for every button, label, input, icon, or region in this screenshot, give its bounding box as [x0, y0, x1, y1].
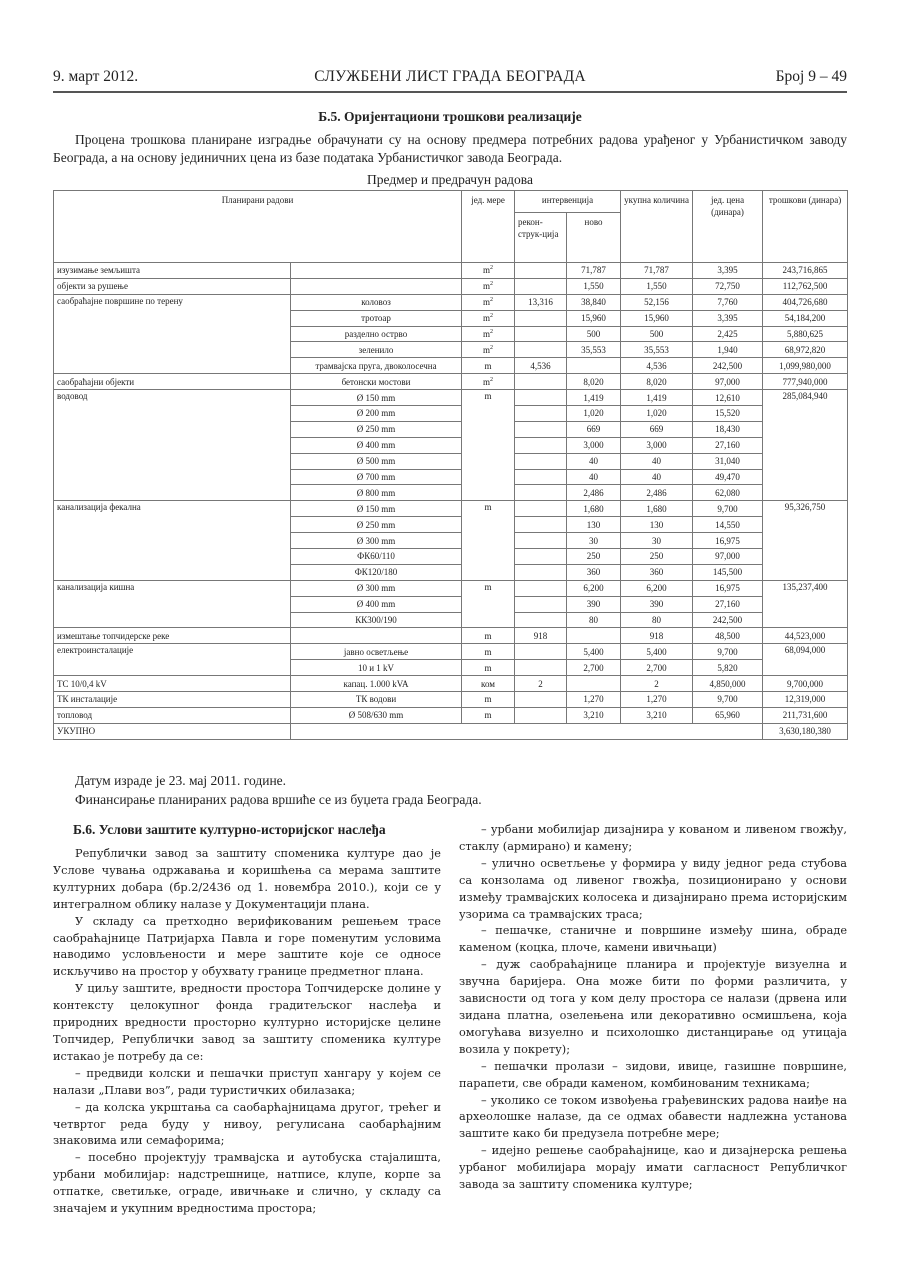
- table-row: [54, 692, 848, 708]
- unit-price-cell: 27,160: [693, 437, 763, 453]
- unit-text: m: [483, 376, 491, 387]
- unit-text: m: [484, 630, 492, 641]
- financing-line: Финансирање планираних радова вршиће се из буџета града Београда.: [75, 792, 482, 807]
- new-cell: 71,787: [567, 263, 621, 279]
- unit-price-cell: 15,520: [693, 406, 763, 422]
- total-qty-cell: 500: [621, 326, 693, 342]
- cost-cell: 777,940,000: [763, 374, 848, 390]
- total-qty-cell: 669: [621, 421, 693, 437]
- work-group-cell: саобраћајни објекти: [54, 374, 291, 390]
- new-cell: 5,400: [567, 644, 621, 660]
- unit-cell: [462, 580, 515, 628]
- section-b6-right-column: [459, 822, 847, 1194]
- reconstruction-cell: [515, 390, 567, 406]
- work-group-cell: објекти за рушење: [54, 278, 291, 294]
- cost-cell: 9,700,000: [763, 676, 848, 692]
- unit-cell: [462, 628, 515, 644]
- unit-price-cell: 49,470: [693, 469, 763, 485]
- reconstruction-cell: [515, 453, 567, 469]
- total-qty-cell: 1,419: [621, 390, 693, 406]
- reconstruction-cell: [515, 707, 567, 723]
- unit-text: m: [484, 581, 492, 592]
- reconstruction-cell: [515, 517, 567, 533]
- work-item-cell: ТК водови: [291, 692, 462, 708]
- unit-price-cell: 3,395: [693, 310, 763, 326]
- table-row: [54, 707, 848, 723]
- work-item-cell: тротоар: [291, 310, 462, 326]
- total-qty-cell: 918: [621, 628, 693, 644]
- work-group-cell: изузимање земљишта: [54, 263, 291, 279]
- unit-cell: [462, 326, 515, 342]
- reconstruction-cell: [515, 437, 567, 453]
- unit-price-cell: 48,500: [693, 628, 763, 644]
- reconstruction-cell: [515, 596, 567, 612]
- work-item-cell: [291, 263, 462, 279]
- paragraph: – урбани мобилијар дизајнира у кованом и ливеном гвожђу, стаклу (армирано) и камену;: [459, 823, 847, 853]
- reconstruction-cell: [515, 533, 567, 549]
- unit-cell: [462, 374, 515, 390]
- unit-price-cell: 145,500: [693, 564, 763, 580]
- work-item-cell: Ø 200 mm: [291, 406, 462, 422]
- new-cell: 40: [567, 453, 621, 469]
- reconstruction-cell: [515, 485, 567, 501]
- paragraph: – пешачке, станичне и површине између шина, обраде каменом (коцка, плоче, камени ивичњаци): [459, 924, 847, 955]
- work-item-cell: ФК60/110: [291, 549, 462, 565]
- table-row: [54, 501, 848, 517]
- new-cell: 38,840: [567, 294, 621, 310]
- unit-text: m: [484, 502, 492, 513]
- work-item-cell: Ø 300 mm: [291, 533, 462, 549]
- header-unit: јед. мере: [462, 191, 515, 263]
- table-row: [54, 644, 848, 660]
- unit-text: m: [483, 329, 491, 339]
- work-item-cell: Ø 508/630 mm: [291, 707, 462, 723]
- unit-cell: [462, 660, 515, 676]
- unit-text: m: [484, 662, 492, 673]
- work-item-cell: Ø 400 mm: [291, 437, 462, 453]
- unit-cell: [462, 390, 515, 501]
- total-qty-cell: 2,700: [621, 660, 693, 676]
- total-qty-cell: 3,000: [621, 437, 693, 453]
- total-qty-cell: 15,960: [621, 310, 693, 326]
- total-qty-cell: 3,210: [621, 707, 693, 723]
- cost-cell: 5,880,625: [763, 326, 848, 342]
- header-date: 9. март 2012.: [53, 68, 139, 85]
- total-qty-cell: 2,486: [621, 485, 693, 501]
- work-item-cell: Ø 800 mm: [291, 485, 462, 501]
- unit-cell: [462, 294, 515, 310]
- cost-cell: 112,762,500: [763, 278, 848, 294]
- total-qty-cell: 4,536: [621, 358, 693, 374]
- reconstruction-cell: [515, 580, 567, 596]
- header-planned-works: Планирани радови: [54, 191, 462, 263]
- unit-price-cell: 72,750: [693, 278, 763, 294]
- unit-price-cell: 12,610: [693, 390, 763, 406]
- reconstruction-cell: [515, 263, 567, 279]
- work-item-cell: Ø 300 mm: [291, 580, 462, 596]
- work-item-cell: Ø 700 mm: [291, 469, 462, 485]
- total-qty-cell: 8,020: [621, 374, 693, 390]
- cost-cell: 285,084,940: [763, 390, 848, 501]
- cost-cell: 44,523,000: [763, 628, 848, 644]
- reconstruction-cell: [515, 342, 567, 358]
- work-item-cell: зеленило: [291, 342, 462, 358]
- work-item-cell: јавно осветљење: [291, 644, 462, 660]
- unit-cell: [462, 358, 515, 374]
- header-issue-page: Број 9 – 49: [775, 68, 847, 85]
- reconstruction-cell: [515, 564, 567, 580]
- reconstruction-cell: [515, 374, 567, 390]
- work-group-cell: саобраћајне површине по терену: [54, 294, 291, 373]
- unit-price-cell: 242,500: [693, 612, 763, 628]
- work-item-cell: Ø 250 mm: [291, 421, 462, 437]
- paragraph: – улично осветљење у формира у виду једног реда стубова са конзолама од ливеног гвожђа, позиционирано у основи између трамвајских колосека и дизајнирано према историјским узорима са трамвајских траса;: [459, 856, 847, 921]
- new-cell: 1,020: [567, 406, 621, 422]
- new-cell: 669: [567, 421, 621, 437]
- header-total-qty: укупна количина: [621, 191, 693, 263]
- work-group-cell: топловод: [54, 707, 291, 723]
- total-qty-cell: 1,550: [621, 278, 693, 294]
- work-group-cell: електроинсталације: [54, 644, 291, 676]
- date-line: Датум израде је 23. мај 2011. године.: [75, 773, 287, 788]
- header-publication: СЛУЖБЕНИ ЛИСТ ГРАДА БЕОГРАДА: [314, 68, 586, 85]
- cost-cell: 135,237,400: [763, 580, 848, 628]
- total-qty-cell: 35,553: [621, 342, 693, 358]
- cost-table: [53, 190, 848, 740]
- new-cell: 1,419: [567, 390, 621, 406]
- unit-price-cell: 3,395: [693, 263, 763, 279]
- unit-price-cell: 97,000: [693, 374, 763, 390]
- unit-cell: [462, 263, 515, 279]
- new-cell: 2,486: [567, 485, 621, 501]
- table-row: [54, 263, 848, 279]
- header-intervention: интервенција: [515, 191, 621, 213]
- unit-superscript: 2: [490, 313, 494, 320]
- work-item-cell: ФК120/180: [291, 564, 462, 580]
- unit-price-cell: 4,850,000: [693, 676, 763, 692]
- unit-text: m: [483, 313, 491, 324]
- paragraph: У складу са претходно верификованим решењем трасе саобраћајнице Патријарха Павла и горе поменутим условима наводимо условљености и мере заштите које се односе искључиво на простор у обухвату границе предметног плана.: [53, 914, 441, 979]
- new-cell: 8,020: [567, 374, 621, 390]
- total-qty-cell: 5,400: [621, 644, 693, 660]
- unit-cell: [462, 676, 515, 692]
- paragraph: – посебно пројектују трамвајска и аутобуска стајалишта, урбани мобилијар: надстрешнице, натписе, клупе, корпе за отпатке, светиљке, ограде, ивичњаке и слично, у складу са значајем и укупним вредностима простора;: [53, 1151, 441, 1216]
- work-item-cell: Ø 150 mm: [291, 501, 462, 517]
- new-cell: [567, 358, 621, 374]
- cost-table-body: [54, 263, 848, 724]
- work-item-cell: 10 и 1 kV: [291, 660, 462, 676]
- table-row: [54, 278, 848, 294]
- unit-superscript: 2: [490, 297, 494, 304]
- unit-price-cell: 18,430: [693, 421, 763, 437]
- new-cell: 1,270: [567, 692, 621, 708]
- work-item-cell: коловоз: [291, 294, 462, 310]
- unit-price-cell: 16,975: [693, 533, 763, 549]
- reconstruction-cell: 13,316: [515, 294, 567, 310]
- total-qty-cell: 1,680: [621, 501, 693, 517]
- unit-price-cell: 2,425: [693, 326, 763, 342]
- reconstruction-cell: 4,536: [515, 358, 567, 374]
- unit-text: m: [483, 297, 491, 308]
- unit-text: m: [483, 265, 491, 276]
- work-item-cell: Ø 150 mm: [291, 390, 462, 406]
- section-b5-title: Б.5. Оријентациони трошкови реализације: [318, 109, 582, 124]
- unit-price-cell: 65,960: [693, 707, 763, 723]
- work-item-cell: КК300/190: [291, 612, 462, 628]
- total-qty-cell: 250: [621, 549, 693, 565]
- unit-text: m: [483, 344, 491, 355]
- reconstruction-cell: [515, 310, 567, 326]
- unit-cell: [462, 278, 515, 294]
- unit-price-cell: 242,500: [693, 358, 763, 374]
- work-group-cell: водовод: [54, 390, 291, 501]
- total-qty-cell: 1,270: [621, 692, 693, 708]
- total-qty-cell: 30: [621, 533, 693, 549]
- cost-cell: 404,726,680: [763, 294, 848, 310]
- new-cell: 360: [567, 564, 621, 580]
- unit-cell: [462, 707, 515, 723]
- new-cell: 500: [567, 326, 621, 342]
- cost-cell: 54,184,200: [763, 310, 848, 326]
- work-item-cell: Ø 400 mm: [291, 596, 462, 612]
- unit-price-cell: 9,700: [693, 501, 763, 517]
- unit-price-cell: 1,940: [693, 342, 763, 358]
- table-row: [54, 676, 848, 692]
- header-new: ново: [567, 213, 621, 263]
- unit-price-cell: 97,000: [693, 549, 763, 565]
- work-item-cell: [291, 278, 462, 294]
- reconstruction-cell: [515, 326, 567, 342]
- total-spacer: [291, 723, 763, 739]
- unit-cell: [462, 692, 515, 708]
- work-item-cell: [291, 628, 462, 644]
- paragraph: – уколико се током извођења грађевинских радова наиђе на археолошке налазе, да се одмах обавести надлежна установа заштите како би предузела потребне мере;: [459, 1093, 847, 1141]
- unit-price-cell: 5,820: [693, 660, 763, 676]
- total-qty-cell: 80: [621, 612, 693, 628]
- reconstruction-cell: [515, 549, 567, 565]
- work-item-cell: бетонски мостови: [291, 374, 462, 390]
- table-row: [54, 580, 848, 596]
- new-cell: 250: [567, 549, 621, 565]
- total-label: УКУПНО: [54, 723, 291, 739]
- total-qty-cell: 2: [621, 676, 693, 692]
- table-caption: Предмер и предрачун радова: [367, 172, 533, 187]
- work-group-cell: измештање топчидерске реке: [54, 628, 291, 644]
- reconstruction-cell: [515, 644, 567, 660]
- unit-superscript: 2: [490, 376, 494, 383]
- paragraph: У циљу заштите, вредности простора Топчидерске долине у контексту целокупног фонда градитељског наслеђа и природних вредности просторно културно историјске целине Топчидер, Републички завод за заштиту споменика културе истакао је потребу да се:: [53, 982, 441, 1063]
- new-cell: 390: [567, 596, 621, 612]
- paragraph: – предвиди колски и пешачки приступ хангару у којем се налази „Плави воз”, ради туристичких обилазака;: [53, 1066, 441, 1097]
- page-header: [53, 68, 847, 90]
- new-cell: [567, 628, 621, 644]
- table-row: [54, 374, 848, 390]
- total-value: 3,630,180,380: [763, 723, 848, 739]
- new-cell: 1,680: [567, 501, 621, 517]
- total-qty-cell: 52,156: [621, 294, 693, 310]
- total-qty-cell: 71,787: [621, 263, 693, 279]
- work-item-cell: капац. 1.000 kVA: [291, 676, 462, 692]
- unit-price-cell: 62,080: [693, 485, 763, 501]
- unit-text: m: [484, 360, 492, 371]
- new-cell: 3,210: [567, 707, 621, 723]
- cost-cell: 95,326,750: [763, 501, 848, 580]
- unit-price-cell: 9,700: [693, 692, 763, 708]
- total-qty-cell: 130: [621, 517, 693, 533]
- table-row: [54, 390, 848, 406]
- reconstruction-cell: [515, 692, 567, 708]
- total-qty-cell: 390: [621, 596, 693, 612]
- header-unit-price: јед. цена (динара): [693, 191, 763, 263]
- new-cell: 15,960: [567, 310, 621, 326]
- header-costs: трошкови (динара): [763, 191, 848, 263]
- reconstruction-cell: [515, 469, 567, 485]
- work-group-cell: ТК инсталације: [54, 692, 291, 708]
- unit-superscript: 2: [490, 281, 494, 288]
- unit-text: m: [483, 281, 491, 292]
- new-cell: [567, 676, 621, 692]
- unit-superscript: 2: [490, 329, 494, 335]
- new-cell: 130: [567, 517, 621, 533]
- after-table-notes: [75, 771, 482, 809]
- unit-superscript: 2: [490, 344, 494, 351]
- work-item-cell: разделно острво: [291, 326, 462, 342]
- new-cell: 6,200: [567, 580, 621, 596]
- paragraph: Републички завод за заштиту споменика културе дао је Услове чувања одржавања и коришћења са мерама заштите културних добара (бр.2/2436 од 1. новембра 2010.), који се у интегралном облику налазе у Документацији плана.: [53, 847, 441, 911]
- unit-text: m: [484, 646, 492, 657]
- section-b5-intro: Процена трошкова планиране изградње обрачунати су на основу предмера потребних радова урађеног у Урбанистичком заводу Београда, а на основу јединичних цена из базе података Урбанистичког завода Београда.: [53, 132, 847, 165]
- new-cell: 3,000: [567, 437, 621, 453]
- work-item-cell: трамвајска пруга, двоколосечна: [291, 358, 462, 374]
- unit-price-cell: 16,975: [693, 580, 763, 596]
- work-group-cell: канализација фекална: [54, 501, 291, 580]
- reconstruction-cell: 918: [515, 628, 567, 644]
- unit-cell: [462, 501, 515, 580]
- unit-text: m: [484, 391, 492, 402]
- unit-text: ком: [481, 678, 495, 689]
- unit-cell: [462, 342, 515, 358]
- work-item-cell: Ø 250 mm: [291, 517, 462, 533]
- unit-price-cell: 27,160: [693, 596, 763, 612]
- unit-cell: [462, 310, 515, 326]
- reconstruction-cell: [515, 421, 567, 437]
- table-row: [54, 294, 848, 310]
- total-qty-cell: 1,020: [621, 406, 693, 422]
- reconstruction-cell: [515, 612, 567, 628]
- table-total-row: [54, 723, 848, 739]
- work-group-cell: канализација кишна: [54, 580, 291, 628]
- new-cell: 30: [567, 533, 621, 549]
- total-qty-cell: 40: [621, 453, 693, 469]
- paragraph: – дуж саобраћајнице планира и пројектује визуелна и звучна баријера. Она може бити по форми различита, у зависности од тога у ком делу простора се налази (дрвена или зидана платна, озелењена или декоративно осмишљена, која омогућава визуелно и психолошко дистанцирање од утицаја возила у покрету);: [459, 958, 847, 1056]
- unit-price-cell: 9,700: [693, 644, 763, 660]
- cost-cell: 68,972,820: [763, 342, 848, 358]
- reconstruction-cell: [515, 501, 567, 517]
- header-reconstruction: рекон-струк-ција: [515, 213, 567, 263]
- unit-text: m: [484, 710, 492, 721]
- paragraph: – пешачки пролази – зидови, ивице, газишне површине, парапети, све обради каменом, комбинованим техникама;: [459, 1059, 847, 1090]
- unit-price-cell: 7,760: [693, 294, 763, 310]
- cost-cell: 211,731,600: [763, 707, 848, 723]
- paragraph: – идејно решење саобраћајнице, као и дизајнерска решења урбаног мобилијара морају имати сагласност Републичког завода за заштиту споменика културе;: [459, 1144, 847, 1192]
- new-cell: 2,700: [567, 660, 621, 676]
- cost-cell: 12,319,000: [763, 692, 848, 708]
- unit-superscript: 2: [490, 265, 494, 272]
- paragraph: – да колска укрштања са саобарћајницама другог, трећег и четвртог реда буду у нивоу, регулисана саобарћајним знаковима или семафорима;: [53, 1100, 441, 1148]
- new-cell: 40: [567, 469, 621, 485]
- work-item-cell: Ø 500 mm: [291, 453, 462, 469]
- section-b6-left-column: [53, 822, 441, 1218]
- new-cell: 1,550: [567, 278, 621, 294]
- reconstruction-cell: [515, 278, 567, 294]
- unit-price-cell: 14,550: [693, 517, 763, 533]
- unit-cell: [462, 644, 515, 660]
- cost-cell: 243,716,865: [763, 263, 848, 279]
- total-qty-cell: 40: [621, 469, 693, 485]
- total-qty-cell: 6,200: [621, 580, 693, 596]
- total-qty-cell: 360: [621, 564, 693, 580]
- work-group-cell: ТС 10/0,4 kV: [54, 676, 291, 692]
- reconstruction-cell: [515, 406, 567, 422]
- section-b6-title: Б.6. Услови заштите културно-историјског наслеђа: [73, 822, 386, 837]
- reconstruction-cell: 2: [515, 676, 567, 692]
- cost-cell: 68,094,000: [763, 644, 848, 676]
- new-cell: 80: [567, 612, 621, 628]
- reconstruction-cell: [515, 660, 567, 676]
- header-divider: [53, 91, 847, 93]
- new-cell: 35,553: [567, 342, 621, 358]
- cost-cell: 1,099,980,000: [763, 358, 848, 374]
- unit-text: m: [484, 694, 492, 705]
- table-row: [54, 628, 848, 644]
- unit-price-cell: 31,040: [693, 453, 763, 469]
